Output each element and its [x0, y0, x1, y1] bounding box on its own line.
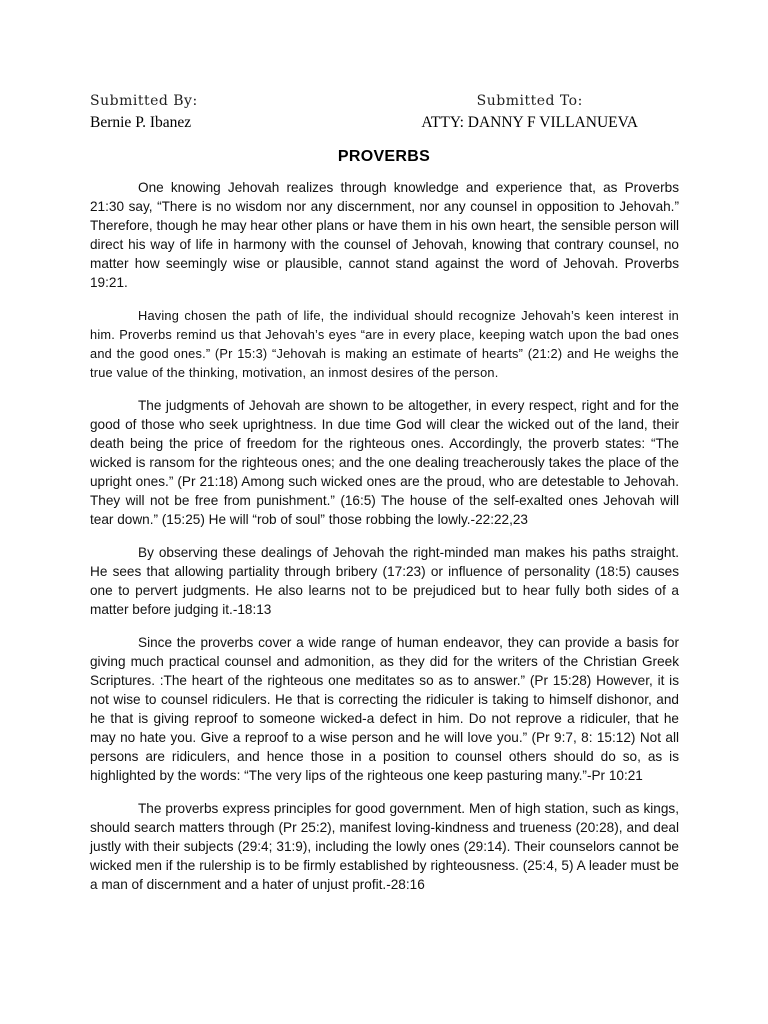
paragraph-2: Having chosen the path of life, the individual should recognize Jehovah’s keen interest in him. Proverbs remind us that Jehovah’s eyes “are in every place, keeping watch upon the bad ones and the good ones.” (Pr 15:3) “Jehovah is making an estimate of hearts” (21:2) and He weighs the true value of the thinking, motivation, an inmost desires of the person.	[90, 308, 679, 380]
paragraph-5: Since the proverbs cover a wide range of human endeavor, they can provide a basis for giving much practical counsel and admonition, as they did for the writers of the Christian Greek Scriptures. :The heart of the righteous one meditates so as to answer.” (Pr 15:28) However, it is not wise to counsel ridiculers. He that is correcting the ridiculer is taking to himself dishonor, and he that is giving reproof to someone wicked-a defect in him. Do not reprove a ridiculer, that he may no hate you. Give a reproof to a wise person and he will love you.” (Pr 9:7, 8: 15:12) Not all persons are ridiculers, and hence those in a position to counsel others should do so, as is highlighted by the words: “The very lips of the righteous one keep pasturing many.”-Pr 10:21	[90, 635, 679, 783]
submission-header	[90, 92, 678, 136]
submitted-by-name: Bernie P. Ibanez	[90, 114, 192, 131]
paragraph-6: The proverbs express principles for good government. Men of high station, such as kings, should search matters through (Pr 25:2), manifest loving-kindness and trueness (20:28), and deal justly with their subjects (29:4; 31:9), including the lowly ones (29:14). Their counselors cannot be wicked men if the rulership is to be firmly established by righteousness. (25:4, 5) A leader must be a man of discernment and a hater of unjust profit.-28:16	[90, 801, 679, 892]
submitted-by-block	[90, 92, 198, 133]
paragraph-4: By observing these dealings of Jehovah the right-minded man makes his paths straight. He sees that allowing partiality through bribery (17:23) or influence of personality (18:5) causes one to pervert judgments. He also learns not to be prejudiced but to hear fully both sides of a matter before judging it.-18:13	[90, 545, 679, 617]
document-title: PROVERBS	[337, 148, 431, 165]
paragraph-3: The judgments of Jehovah are shown to be altogether, in every respect, right and for the good of those who seek uprightness. In due time God will clear the wicked out of the land, their death being the price of freedom for the righteous ones. Accordingly, the proverb states: “The wicked is ransom for the righteous ones; and the one dealing treacherously takes the place of the upright ones.” (Pr 21:18) Among such wicked ones are the proud, who are detestable to Jehovah. They will not be free from punishment.” (16:5) The house of the self-exalted ones Jehovah will tear down.” (15:25) He will “rob of soul” those robbing the lowly.-22:22,23	[90, 398, 679, 527]
submitted-to-label: Submitted To:	[476, 93, 583, 109]
submitted-to-block	[421, 92, 638, 133]
paragraph-1: One knowing Jehovah realizes through knowledge and experience that, as Proverbs 21:30 say, “There is no wisdom nor any discernment, nor any counsel in opposition to Jehovah.” Therefore, though he may hear other plans or have them in his own heart, the sensible person will direct his way of life in harmony with the counsel of Jehovah, knowing that contrary counsel, no matter how seemingly wise or plausible, cannot stand against the word of Jehovah. Proverbs 19:21.	[90, 180, 679, 290]
document-body	[90, 178, 679, 908]
submitted-to-name: ATTY: DANNY F VILLANUEVA	[421, 114, 638, 131]
submitted-by-label: Submitted By:	[90, 93, 198, 109]
